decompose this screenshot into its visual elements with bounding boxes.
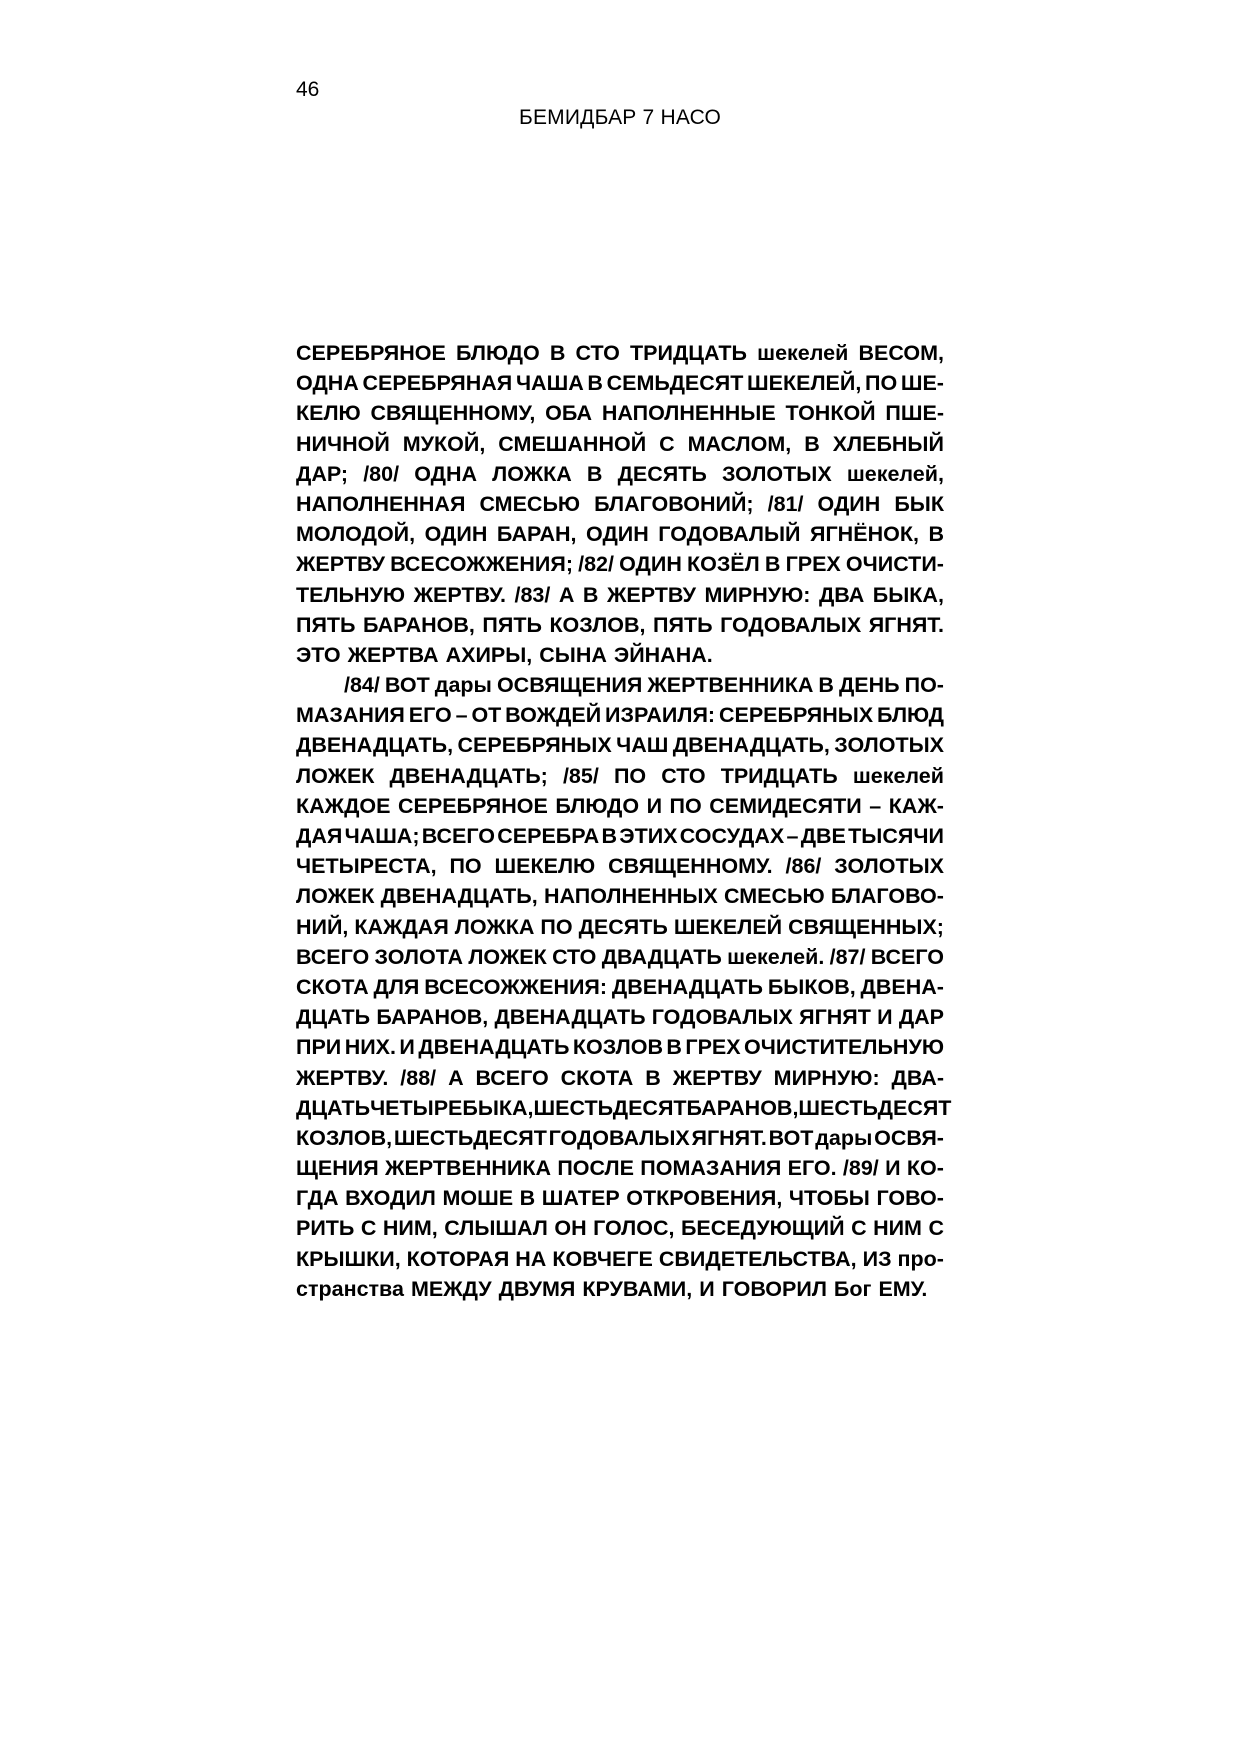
word: ПОМАЗАНИЯ: [640, 1156, 782, 1181]
word: ШЕ-: [900, 371, 944, 396]
word: ОСВЯЩЕНИЯ: [496, 673, 643, 698]
word: ДЦАТЬ: [296, 1095, 371, 1120]
word: /89/: [842, 1156, 879, 1181]
word: В: [587, 371, 603, 396]
word: Бог: [833, 1276, 872, 1301]
word: ШЕСТЬДЕСЯТ: [393, 1125, 547, 1150]
word: /88/: [400, 1065, 437, 1090]
word: В: [645, 1065, 661, 1090]
word: СМЕСЬЮ: [724, 884, 825, 909]
word: ЯГНЁНОК,: [810, 522, 919, 547]
word: БЛЮД: [877, 703, 944, 728]
word: ДВЕ: [800, 824, 846, 848]
word: ДЕСЯТЬ: [578, 914, 668, 939]
text-line: [296, 791, 944, 821]
word: СЕРЕБРА: [497, 824, 600, 848]
word: ШЕКЕЛЕЙ,: [747, 371, 862, 396]
word: ГОВО-: [876, 1186, 944, 1211]
word: И: [877, 1005, 893, 1030]
text-line: [296, 338, 944, 368]
word: МЕЖДУ: [410, 1276, 492, 1301]
word: КРЫШКИ,: [296, 1246, 401, 1271]
text-line: [296, 429, 944, 459]
word: НАПОЛНЕННАЯ: [296, 491, 466, 516]
word: шекелей: [757, 341, 849, 365]
word: ВОТ: [768, 1125, 814, 1150]
word: БЛАГОВОНИЙ;: [594, 491, 754, 516]
word: А: [448, 1065, 464, 1090]
word: ЖЕРТВУ.: [413, 582, 506, 607]
word: ПЯТЬ: [482, 612, 542, 637]
text-line: [296, 580, 944, 610]
word: В: [804, 431, 820, 456]
text-line: [296, 368, 944, 398]
word: МИРНУЮ:: [773, 1065, 880, 1090]
word: В: [818, 673, 834, 698]
text-line: [296, 821, 944, 851]
word: ПО: [864, 371, 898, 396]
running-head: БЕМИДБАР 7 НАСО: [518, 106, 722, 129]
text-line: [296, 1123, 944, 1153]
word: КО-: [906, 1156, 944, 1181]
word: ОТ: [471, 703, 502, 728]
text-line: [296, 1213, 944, 1243]
word: ЧАША;: [344, 824, 420, 848]
word: СЛЫШАЛ: [444, 1216, 548, 1241]
word: ПЯТЬ: [653, 612, 713, 637]
text-line: [296, 1002, 944, 1032]
word: ДВЕНАДЦАТЬ,: [296, 733, 454, 758]
body-text: [296, 338, 952, 1304]
word: В: [586, 461, 603, 486]
word: ШЕСТЬДЕСЯТ: [533, 1095, 687, 1120]
word: ДВЕНАДЦАТЬ: [494, 1005, 646, 1030]
word: ГДА: [296, 1186, 339, 1211]
word: ЭТО: [296, 642, 341, 667]
word: БЫКА,: [872, 582, 944, 607]
word: ЖЕРТВЕННИКА: [647, 673, 814, 698]
word: В: [764, 552, 781, 577]
word: /84/: [344, 673, 380, 698]
word: НИЙ,: [296, 914, 349, 939]
text-line: [296, 489, 944, 519]
word: шекелей: [852, 763, 944, 788]
word: ХЛЕБНЫЙ: [832, 431, 944, 456]
word: КАЖДОЕ: [296, 793, 391, 818]
word: ПШЕ-: [885, 401, 944, 426]
word: СОСУДАХ: [679, 824, 785, 848]
word: МОЛОДОЙ,: [296, 522, 416, 547]
word: ЛОЖЕК: [468, 944, 547, 969]
word: ОБА: [545, 401, 593, 426]
word: ЯГНЯТ.: [691, 1125, 767, 1150]
text-line: [296, 549, 944, 579]
word: СЕРЕБРЯНЫХ: [718, 703, 874, 728]
word: ПО-: [904, 673, 944, 698]
word: ГОДОВАЛЫХ: [720, 612, 862, 637]
word: ЛОЖЕК: [296, 763, 375, 788]
word: НАПОЛНЕННЫХ: [543, 884, 718, 909]
word: ВСЕСОЖЖЕНИЯ:: [424, 974, 608, 999]
word: ШЕКЕЛЕЙ: [673, 914, 783, 939]
text-line: [296, 942, 944, 972]
word: ЖЕРТВУ.: [296, 1065, 389, 1090]
word: ОДИН: [586, 522, 649, 547]
word: МИРНУЮ:: [704, 582, 811, 607]
word: И: [646, 793, 663, 818]
word: ТЕЛЬНУЮ: [296, 582, 406, 607]
word: ЛОЖКА: [454, 914, 535, 939]
word: ОЧИСТИ-: [845, 552, 944, 577]
text-line: [296, 761, 944, 791]
word: МОШЕ: [442, 1186, 514, 1211]
word: ШЕСТЬДЕСЯТ: [798, 1095, 952, 1120]
word: БАРАНОВ,: [363, 612, 475, 637]
word: шекелей.: [727, 944, 825, 969]
word: КОЗЁЛ: [686, 552, 760, 577]
word: БЛЮДО: [555, 793, 640, 818]
word: С: [928, 1216, 944, 1241]
word: ВОЖДЕЙ: [505, 703, 602, 728]
word: ЖЕРТВУ: [606, 582, 696, 607]
word: ДВУМЯ: [498, 1276, 576, 1301]
word: ПРИ: [296, 1035, 342, 1060]
word: ЧЕТЫРЕСТА,: [296, 854, 437, 879]
word: ДЕНЬ: [838, 673, 900, 698]
word: СТО: [661, 763, 706, 788]
word: /86/: [785, 854, 822, 879]
text-line: [296, 972, 944, 1002]
word: СВЯЩЕННОМУ.: [608, 854, 773, 879]
word: И: [699, 1276, 715, 1301]
word: ЖЕРТВА: [347, 642, 439, 667]
word: ЖЕРТВУ: [296, 552, 386, 577]
word: –: [455, 703, 468, 728]
word: ЗОЛОТЫХ: [834, 854, 944, 879]
word: /82/: [578, 552, 614, 577]
word: ДВЕНАДЦАТЬ: [418, 1035, 570, 1060]
word: НИМ: [873, 1216, 922, 1241]
word: С: [360, 1216, 377, 1241]
word: ОСВЯ-: [874, 1125, 944, 1150]
text-line: [296, 730, 944, 760]
text-line: [296, 700, 944, 730]
word: ПО: [540, 914, 573, 939]
word: БЛЮДО: [456, 341, 540, 365]
word: ТРИДЦАТЬ: [720, 763, 838, 788]
word: ОДНА: [296, 371, 359, 396]
word: ЕМУ.: [878, 1276, 928, 1301]
word: ДВЕНАДЦАТЬ: [611, 974, 763, 999]
word: ЧАШ: [616, 733, 669, 758]
word: ОН: [554, 1216, 587, 1241]
word: /83/: [514, 582, 551, 607]
word: ЛОЖКА: [492, 461, 572, 486]
word: С: [851, 1216, 867, 1241]
word: ЯГНЯТ.: [868, 612, 944, 637]
word: КОВЧЕГЕ: [552, 1246, 653, 1271]
word: СВЯЩЕННЫХ;: [788, 914, 944, 939]
word: ВХОДИЛ: [345, 1186, 436, 1211]
word: ЩЕНИЯ: [296, 1156, 379, 1181]
word: СКОТА: [560, 1065, 634, 1090]
word: КОЗЛОВ,: [549, 612, 646, 637]
word: ГОДОВАЛЫЙ: [658, 522, 801, 547]
word: НИХ.: [344, 1035, 396, 1060]
word: ДЕСЯТЬ: [617, 461, 707, 486]
word: про-: [897, 1246, 944, 1271]
word: ОДИН: [619, 552, 682, 577]
text-line: [296, 1063, 944, 1093]
word: ИЗРАИЛЯ:: [605, 703, 716, 728]
text-line: [296, 519, 944, 549]
word: МАСЛОМ,: [687, 431, 792, 456]
word: ВСЕГО: [475, 1065, 549, 1090]
word: БЫКОВ,: [767, 974, 856, 999]
word: КОЗЛОВ: [572, 1035, 663, 1060]
word: ВСЕГО: [421, 824, 495, 848]
word: СЫНА: [539, 642, 607, 667]
text-line: [296, 1032, 944, 1062]
word: ЭТИХ: [619, 824, 678, 848]
word: СМЕШАННОЙ: [498, 431, 647, 456]
word: АХИРЫ,: [445, 642, 533, 667]
word: КОТОРАЯ: [406, 1246, 510, 1271]
text-line: [296, 912, 944, 942]
text-line: [296, 1274, 944, 1304]
word: И: [399, 1035, 415, 1060]
word: ОДНА: [414, 461, 478, 486]
word: ЧЕТЫРЕ: [370, 1095, 463, 1120]
word: ЖЕРТВЕННИКА: [385, 1156, 552, 1181]
word: ЧАША: [515, 371, 584, 396]
text-line: [296, 1093, 952, 1123]
word: дары: [815, 1125, 873, 1150]
word: СВИДЕТЕЛЬСТВА,: [658, 1246, 857, 1271]
word: БЫК: [894, 491, 944, 516]
word: МАЗАНИЯ: [296, 703, 405, 728]
word: ЛОЖЕК: [296, 884, 375, 909]
word: ЭЙНАНА.: [613, 642, 713, 667]
word: СТО: [575, 341, 620, 365]
word: /81/: [767, 491, 804, 516]
word: /80/: [363, 461, 400, 486]
word: ШЕКЕЛЮ: [494, 854, 596, 879]
word: В: [601, 824, 618, 848]
word: /87/: [829, 944, 866, 969]
word: ЗОЛОТА: [374, 944, 464, 969]
word: ДАР: [898, 1005, 944, 1030]
word: ДВЕНАДЦАТЬ,: [672, 733, 830, 758]
word: КРУВАМИ,: [582, 1276, 693, 1301]
word: ЧТОБЫ: [788, 1186, 870, 1211]
word: С: [659, 431, 675, 456]
word: МУКОЙ,: [402, 431, 486, 456]
word: БЛАГОВО-: [830, 884, 944, 909]
word: ПО: [669, 793, 702, 818]
word: КАЖДАЯ: [354, 914, 449, 939]
word: НАПОЛНЕННЫЕ: [601, 401, 776, 426]
word: ДВЕНА-: [860, 974, 944, 999]
text-line: [296, 610, 944, 640]
word: БАРАНОВ,: [376, 1005, 489, 1030]
word: –: [869, 793, 882, 818]
word: ЕГО.: [787, 1156, 837, 1181]
word: ПО: [613, 763, 647, 788]
word: ОТКРОВЕНИЯ,: [626, 1186, 783, 1211]
word: ДВЕНАДЦАТЬ,: [380, 884, 538, 909]
word: В: [666, 1035, 682, 1060]
word: КОЗЛОВ,: [296, 1125, 393, 1150]
word: ДАР;: [296, 461, 349, 486]
word: ПО: [449, 854, 482, 879]
word: В: [519, 1186, 536, 1211]
word: ВЕСОМ,: [858, 341, 944, 365]
word: СЕМИДЕСЯТИ: [709, 793, 862, 818]
word: РИТЬ: [296, 1216, 355, 1241]
word: СЕМЬДЕСЯТ: [606, 371, 744, 396]
word: странства: [296, 1276, 404, 1301]
word: ПЯТЬ: [296, 612, 356, 637]
word: НИЧНОЙ: [296, 431, 390, 456]
word: СЕРЕБРЯНАЯ: [362, 371, 513, 396]
word: ВСЕГО: [296, 944, 370, 969]
text-line: [296, 459, 944, 489]
word: КАЖ-: [888, 793, 944, 818]
word: КЕЛЮ: [296, 401, 361, 426]
word: ЖЕРТВУ: [672, 1065, 762, 1090]
word: ГОЛОС,: [593, 1216, 675, 1241]
word: ЗОЛОТЫХ: [834, 733, 944, 758]
word: ЯГНЯТ: [799, 1005, 871, 1030]
word: /85/: [562, 763, 599, 788]
text-line: [296, 1244, 944, 1274]
word: ОДИН: [424, 522, 488, 547]
word: СМЕСЬЮ: [479, 491, 581, 516]
word: ДЦАТЬ: [296, 1005, 371, 1030]
word: В: [928, 522, 944, 547]
word: ДВЕНАДЦАТЬ;: [389, 763, 548, 788]
word: НИМ,: [382, 1216, 438, 1241]
word: БЫКА,: [462, 1095, 534, 1120]
text-line: [296, 670, 944, 700]
word: НА: [515, 1246, 547, 1271]
word: И: [885, 1156, 901, 1181]
word: дары: [434, 673, 492, 698]
word: СЕРЕБРЯНЫХ: [457, 733, 612, 758]
word: БАРАНОВ,: [686, 1095, 799, 1120]
word: ВСЕГО: [870, 944, 944, 969]
word: БАРАН,: [496, 522, 577, 547]
word: ГРЕХ: [785, 552, 841, 577]
word: ВОТ: [384, 673, 430, 698]
word: ДВАДЦАТЬ: [601, 944, 722, 969]
text-line: [296, 881, 944, 911]
word: ЗОЛОТЫХ: [721, 461, 832, 486]
word: СКОТА: [296, 974, 369, 999]
word: –: [786, 824, 799, 848]
word: шекелей,: [846, 461, 944, 486]
word: ТЫСЯЧИ: [848, 824, 944, 848]
word: ГРЕХ: [685, 1035, 741, 1060]
text-line: [296, 640, 944, 670]
word: ТОНКОЙ: [785, 401, 876, 426]
text-line: [296, 1153, 944, 1183]
page-number: 46: [296, 78, 320, 101]
word: ТРИДЦАТЬ: [630, 341, 748, 365]
word: ДАЯ: [296, 824, 343, 848]
word: В: [549, 341, 566, 365]
word: ПОСЛЕ: [557, 1156, 634, 1181]
word: А: [558, 582, 575, 607]
word: ДВА-: [891, 1065, 944, 1090]
word: СТО: [552, 944, 597, 969]
word: ГОДОВАЛЫХ: [651, 1005, 793, 1030]
word: ГОВОРИЛ: [721, 1276, 827, 1301]
word: ИЗ: [862, 1246, 892, 1271]
word: ОДИН: [817, 491, 881, 516]
text-line: [296, 1183, 944, 1213]
word: ШАТЕР: [541, 1186, 620, 1211]
word: ОЧИСТИТЕЛЬНУЮ: [744, 1035, 944, 1060]
word: СВЯЩЕННОМУ,: [370, 401, 536, 426]
word: ДЛЯ: [373, 974, 420, 999]
word: ЕГО: [408, 703, 452, 728]
word: СЕРЕБРЯНОЕ: [296, 341, 446, 365]
word: СЕРЕБРЯНОЕ: [397, 793, 548, 818]
text-line: [296, 851, 944, 881]
text-line: [296, 398, 944, 428]
word: ДВА: [818, 582, 865, 607]
word: ВСЕСОЖЖЕНИЯ;: [390, 552, 573, 577]
word: В: [582, 582, 599, 607]
word: ГОДОВАЛЫХ: [548, 1125, 690, 1150]
word: БЕСЕДУЮЩИЙ: [680, 1216, 845, 1241]
